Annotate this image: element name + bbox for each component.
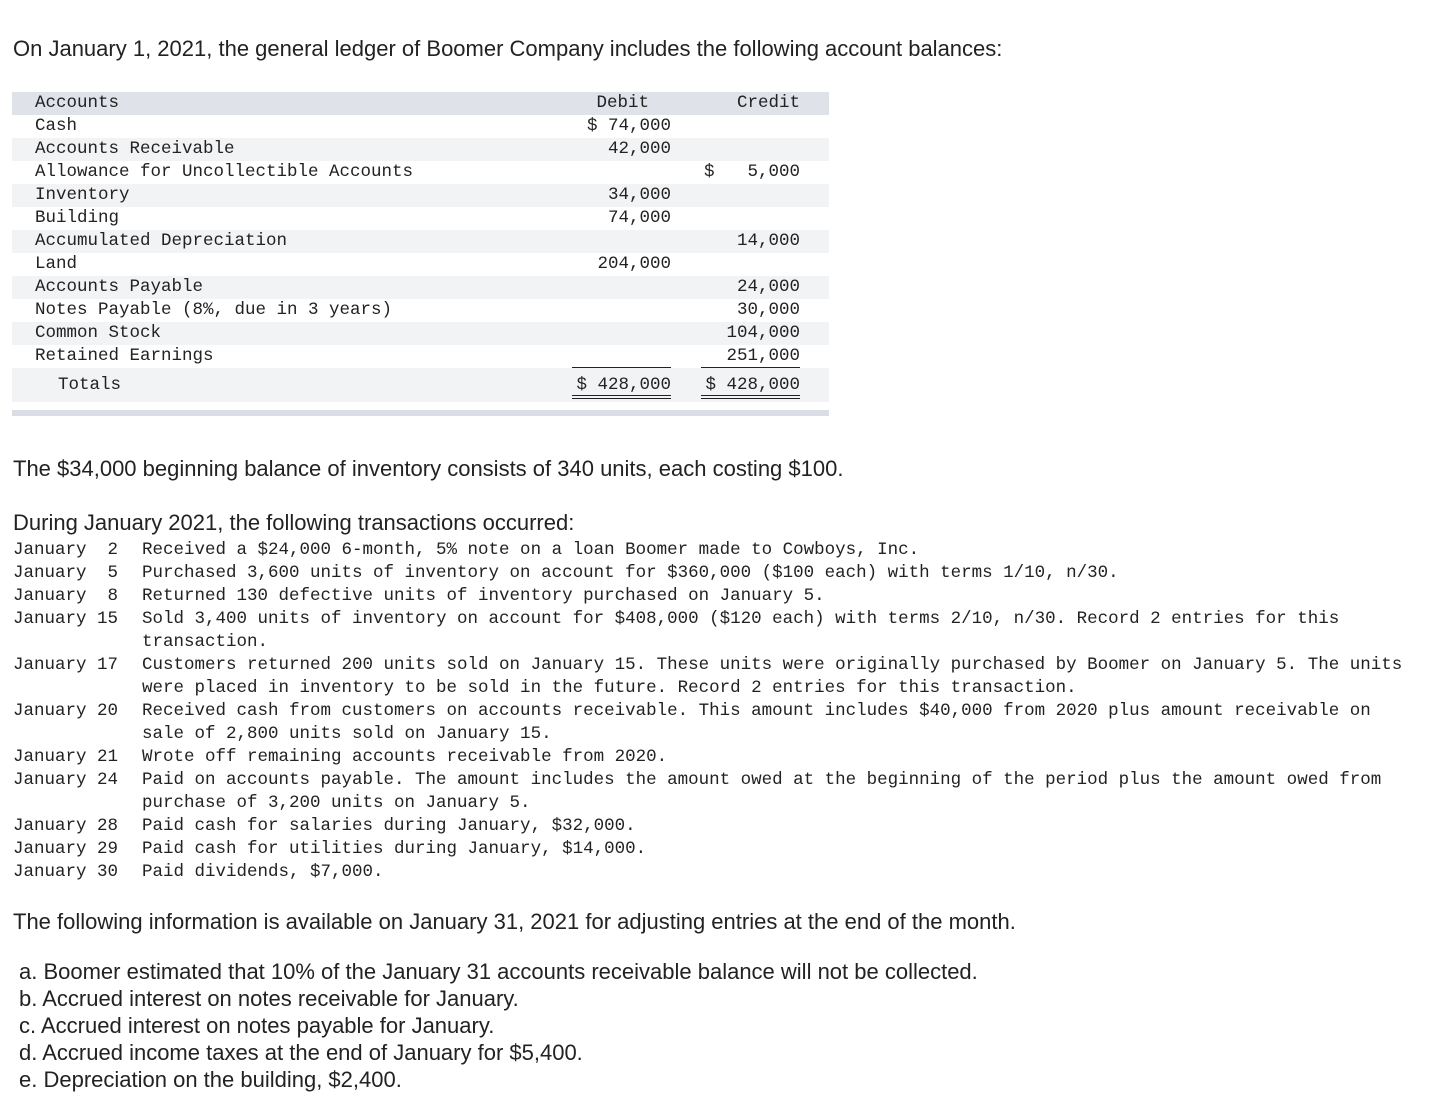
list-item: d. Accrued income taxes at the end of January for $5,400. bbox=[19, 1040, 583, 1065]
table-row bbox=[12, 253, 829, 276]
credit-value: 104,000 bbox=[726, 323, 800, 343]
debit-value: 42,000 bbox=[607, 139, 671, 159]
list-item: b. Accrued interest on notes receivable for January. bbox=[19, 986, 519, 1011]
table-row bbox=[12, 345, 829, 368]
totals-debit: $ 428,000 bbox=[576, 375, 671, 395]
transaction-date: January 8 bbox=[13, 586, 119, 606]
account-name: Accounts Payable bbox=[35, 277, 204, 297]
list-item bbox=[13, 746, 1422, 769]
credit-value: 251,000 bbox=[726, 346, 800, 366]
credit-value: 24,000 bbox=[736, 277, 800, 297]
credit-value: 14,000 bbox=[736, 231, 800, 251]
account-name: Cash bbox=[35, 116, 78, 136]
table-row bbox=[12, 230, 829, 253]
transaction-date: January 29 bbox=[13, 839, 119, 859]
header-accounts: Accounts bbox=[35, 93, 120, 113]
list-item bbox=[13, 838, 1422, 861]
table-row bbox=[12, 207, 829, 230]
inventory-note: The $34,000 beginning balance of inventory consists of 340 units, each costing $100. bbox=[13, 456, 844, 481]
debit-value: 34,000 bbox=[607, 185, 671, 205]
intro-text: On January 1, 2021, the general ledger of Boomer Company includes the following account balances: bbox=[13, 36, 1003, 61]
transaction-date: January 2 bbox=[13, 540, 119, 560]
table-row bbox=[12, 115, 829, 138]
transaction-description: Returned 130 defective units of inventory purchased on January 5. bbox=[142, 586, 825, 606]
account-name: Common Stock bbox=[35, 323, 162, 343]
account-name: Land bbox=[35, 254, 78, 274]
account-name: Allowance for Uncollectible Accounts bbox=[35, 162, 414, 182]
totals-credit: $ 428,000 bbox=[705, 375, 800, 395]
account-balances-table bbox=[12, 92, 829, 416]
account-name: Retained Earnings bbox=[35, 346, 214, 366]
account-name: Inventory bbox=[35, 185, 130, 205]
transaction-date: January 17 bbox=[13, 655, 119, 675]
account-name: Accumulated Depreciation bbox=[35, 231, 288, 251]
transaction-description: Received cash from customers on accounts receivable. This amount includes $40,000 from 2020 plus amount receivable on sale of 2,800 units sold on January 15. bbox=[142, 701, 1371, 744]
transactions-list bbox=[13, 539, 1422, 884]
table-header-row bbox=[12, 92, 829, 115]
list-item bbox=[13, 562, 1422, 585]
transactions-intro: During January 2021, the following transactions occurred: bbox=[13, 510, 575, 535]
table-row bbox=[12, 138, 829, 161]
transaction-date: January 15 bbox=[13, 609, 119, 629]
adjustments-list bbox=[19, 958, 978, 1093]
table-row bbox=[12, 276, 829, 299]
transaction-date: January 20 bbox=[13, 701, 119, 721]
totals-row bbox=[12, 368, 829, 402]
transaction-date: January 28 bbox=[13, 816, 119, 836]
account-name: Notes Payable (8%, due in 3 years) bbox=[35, 300, 393, 320]
table-row bbox=[12, 299, 829, 322]
double-rule-credit bbox=[701, 395, 800, 399]
list-item bbox=[13, 654, 1422, 700]
transaction-date: January 24 bbox=[13, 770, 119, 790]
transaction-description: Paid on accounts payable. The amount includes the amount owed at the beginning of the period plus the amount owed from purchase of 3,200 units on January 5. bbox=[142, 770, 1382, 813]
list-item bbox=[13, 608, 1422, 654]
totals-label: Totals bbox=[58, 375, 122, 395]
table-bottom-bar bbox=[12, 410, 829, 416]
list-item bbox=[13, 539, 1422, 562]
credit-value: 30,000 bbox=[736, 300, 800, 320]
credit-dollar-sign: $ bbox=[704, 162, 715, 182]
debit-value: $ 74,000 bbox=[586, 116, 671, 136]
header-debit: Debit bbox=[596, 93, 649, 113]
table-row bbox=[12, 161, 829, 184]
debit-value: 74,000 bbox=[607, 208, 671, 228]
account-name: Accounts Receivable bbox=[35, 139, 235, 159]
account-name: Building bbox=[35, 208, 120, 228]
transaction-date: January 30 bbox=[13, 862, 119, 882]
list-item: a. Boomer estimated that 10% of the January 31 accounts receivable balance will not be collected. bbox=[19, 959, 978, 984]
list-item bbox=[13, 815, 1422, 838]
list-item bbox=[13, 585, 1422, 608]
transaction-description: Sold 3,400 units of inventory on account for $408,000 ($120 each) with terms 2/10, n/30. Record 2 entries for this transaction. bbox=[142, 609, 1340, 652]
list-item: c. Accrued interest on notes payable for January. bbox=[19, 1013, 495, 1038]
header-credit: Credit bbox=[736, 93, 800, 113]
adjusting-intro: The following information is available on January 31, 2021 for adjusting entries at the end of the month. bbox=[13, 909, 1016, 934]
transaction-description: Customers returned 200 units sold on January 15. These units were originally purchased by Boomer on January 5. The units were placed in inventory to be sold in the future. Record 2 entries for this transaction. bbox=[142, 655, 1403, 698]
transaction-description: Paid dividends, $7,000. bbox=[142, 862, 384, 882]
transaction-description: Paid cash for utilities during January, $14,000. bbox=[142, 839, 647, 859]
double-rule-debit bbox=[572, 395, 671, 399]
list-item bbox=[13, 700, 1422, 746]
transaction-description: Wrote off remaining accounts receivable from 2020. bbox=[142, 747, 668, 767]
transaction-date: January 5 bbox=[13, 563, 119, 583]
list-item: e. Depreciation on the building, $2,400. bbox=[19, 1067, 402, 1092]
debit-value: 204,000 bbox=[597, 254, 671, 274]
transaction-date: January 21 bbox=[13, 747, 119, 767]
table-row bbox=[12, 184, 829, 207]
list-item bbox=[13, 769, 1422, 815]
transaction-description: Paid cash for salaries during January, $32,000. bbox=[142, 816, 636, 836]
transaction-description: Received a $24,000 6-month, 5% note on a loan Boomer made to Cowboys, Inc. bbox=[142, 540, 920, 560]
table-row bbox=[12, 322, 829, 345]
list-item bbox=[13, 861, 1422, 884]
transaction-description: Purchased 3,600 units of inventory on account for $360,000 ($100 each) with terms 1/10, n/30. bbox=[142, 563, 1119, 583]
credit-value: 5,000 bbox=[747, 162, 800, 182]
